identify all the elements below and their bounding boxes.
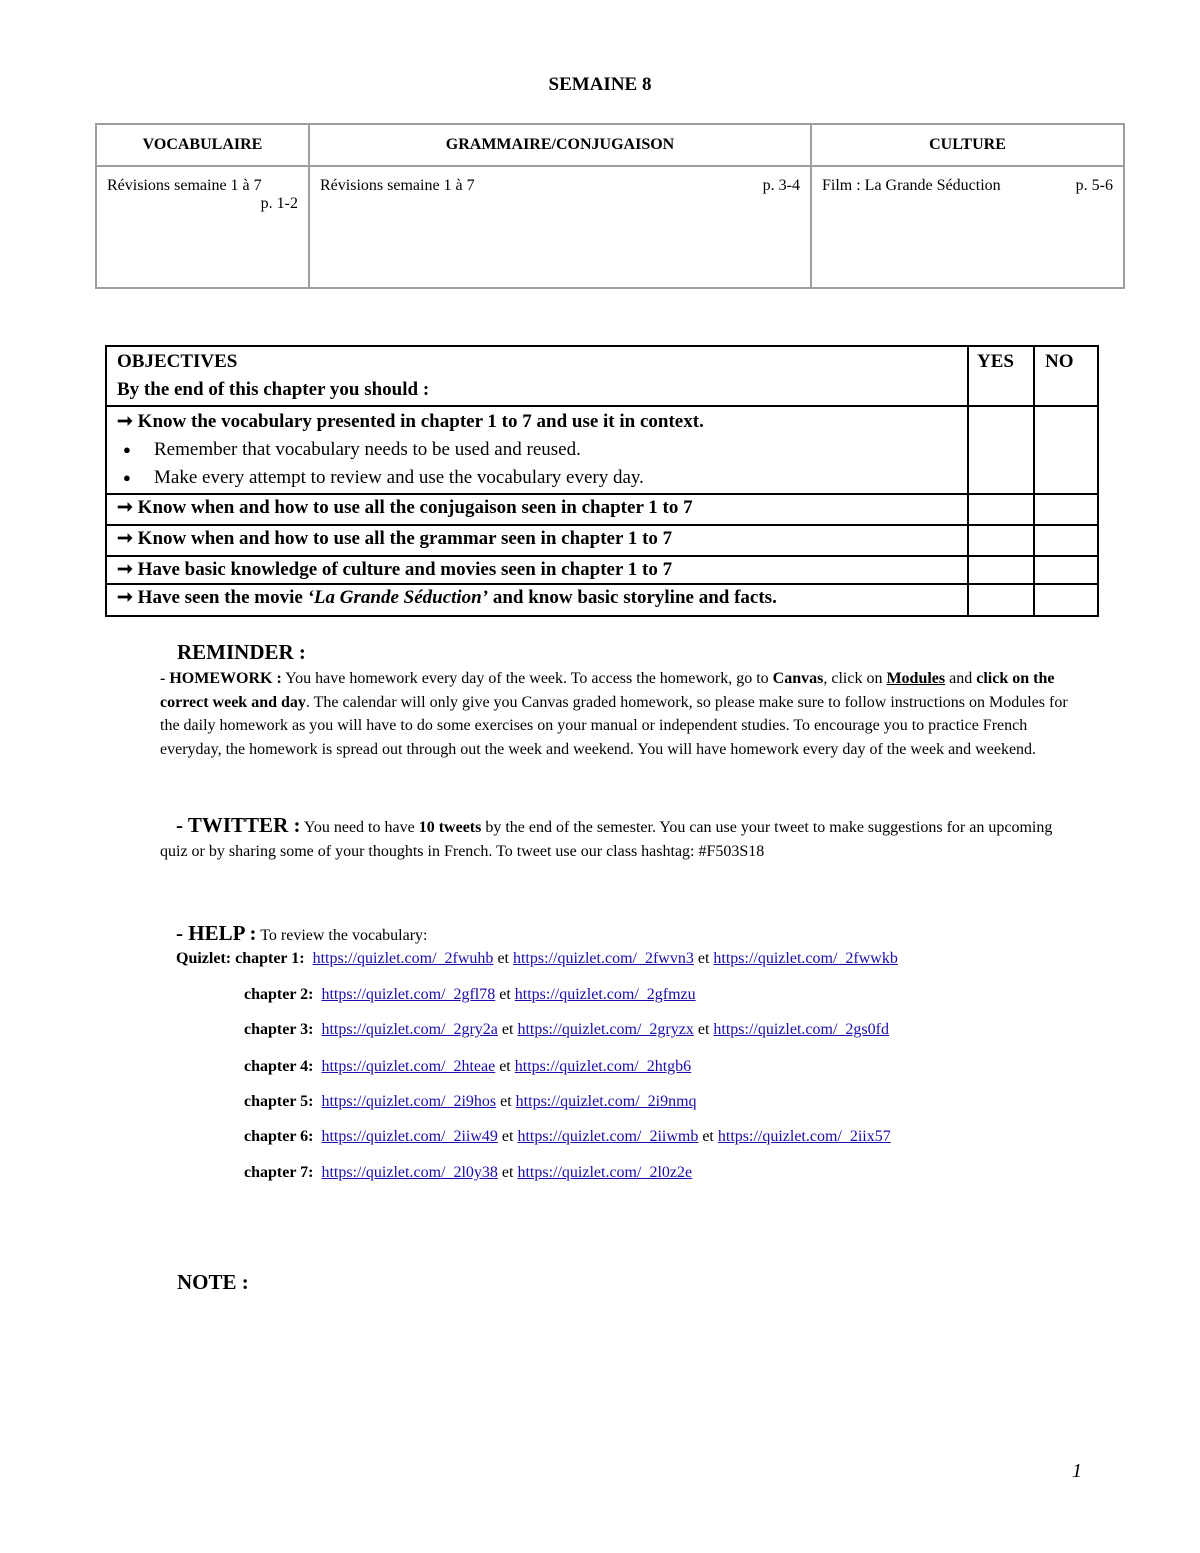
objective-text: Know the vocabulary presented in chapter 1 to 7 and use it in context. <box>137 411 704 432</box>
homework-text: and <box>945 670 977 687</box>
modules-word: Modules <box>886 670 946 687</box>
arrow-icon: ➞ <box>117 497 133 518</box>
no-checkbox[interactable] <box>1034 525 1098 556</box>
quizlet-link[interactable]: https://quizlet.com/_2iiwmb <box>517 1128 699 1145</box>
canvas-word: Canvas <box>772 670 824 687</box>
homework-paragraph <box>160 667 1080 761</box>
grammar-header: GRAMMAIRE/CONJUGAISON <box>309 124 811 166</box>
quizlet-chapter-6 <box>244 1128 891 1146</box>
twitter-text: You need to have <box>300 819 419 836</box>
quizlet-link[interactable]: https://quizlet.com/_2gry2a <box>321 1021 498 1038</box>
chapter-label: chapter 2: <box>244 986 314 1003</box>
objectives-header <box>106 346 968 406</box>
note-label: NOTE : <box>177 1270 249 1294</box>
twitter-label: - TWITTER : <box>176 813 301 837</box>
no-checkbox[interactable] <box>1034 584 1098 616</box>
reminder-heading: REMINDER : <box>177 640 306 664</box>
quizlet-link[interactable]: https://quizlet.com/_2gfl78 <box>321 986 496 1003</box>
objective-text: Have basic knowledge of culture and movies seen in chapter 1 to 7 <box>137 559 673 580</box>
objective-row <box>106 494 968 525</box>
quizlet-link[interactable]: https://quizlet.com/_2hteae <box>321 1058 496 1075</box>
arrow-icon: ➞ <box>117 587 133 608</box>
objective-row <box>106 584 968 616</box>
objective-bullets <box>117 436 957 492</box>
quizlet-chapter-2 <box>244 986 696 1004</box>
objective-row <box>106 556 968 584</box>
chapter-label: chapter 6: <box>244 1128 314 1145</box>
link-separator: et <box>501 1128 514 1145</box>
arrow-icon: ➞ <box>117 411 133 432</box>
quizlet-link[interactable]: https://quizlet.com/_2i9nmq <box>515 1093 697 1110</box>
yes-checkbox[interactable] <box>968 556 1034 584</box>
quizlet-link[interactable]: https://quizlet.com/_2gryzx <box>517 1021 694 1038</box>
quizlet-chapter-5 <box>244 1093 697 1111</box>
quizlet-link[interactable]: https://quizlet.com/_2iix57 <box>717 1128 891 1145</box>
quizlet-link[interactable]: https://quizlet.com/_2fwuhb <box>312 950 494 967</box>
chapter-label: chapter 1: <box>235 950 305 967</box>
link-separator: et <box>501 1021 514 1038</box>
quizlet-link[interactable]: https://quizlet.com/_2gfmzu <box>514 986 696 1003</box>
chapter-label: chapter 3: <box>244 1021 314 1038</box>
quizlet-link[interactable]: https://quizlet.com/_2l0y38 <box>321 1164 498 1181</box>
chapter-label: chapter 5: <box>244 1093 314 1110</box>
no-checkbox[interactable] <box>1034 406 1098 494</box>
quizlet-link[interactable]: https://quizlet.com/_2l0z2e <box>517 1164 693 1181</box>
objective-text: Have seen the movie <box>137 587 308 608</box>
arrow-icon: ➞ <box>117 528 133 549</box>
yes-header: YES <box>968 346 1034 406</box>
objective-text: Know when and how to use all the grammar seen in chapter 1 to 7 <box>137 528 673 549</box>
culture-page: p. 5-6 <box>1075 177 1113 194</box>
chapter-label: chapter 4: <box>244 1058 314 1075</box>
vocab-text: Révisions semaine 1 à 7 <box>107 177 262 194</box>
grammar-page: p. 3-4 <box>762 177 800 194</box>
homework-label: - HOMEWORK : <box>160 670 282 687</box>
quizlet-chapter-7 <box>244 1164 692 1182</box>
homework-text: You have homework every day of the week. To access the homework, go to <box>281 670 773 687</box>
objective-row <box>106 406 968 494</box>
link-separator: et <box>499 986 511 1003</box>
link-separator: et <box>702 1128 714 1145</box>
page-title: SEMAINE 8 <box>548 74 652 95</box>
weekly-topics-table <box>95 123 1125 289</box>
help-text: To review the vocabulary: <box>256 927 428 944</box>
grammar-text: Révisions semaine 1 à 7 <box>320 177 475 194</box>
vocab-header: VOCABULAIRE <box>96 124 309 166</box>
bullet-item: ● Make every attempt to review and use the vocabulary every day. <box>117 464 957 492</box>
quizlet-link[interactable]: https://quizlet.com/_2fwwkb <box>713 950 898 967</box>
yes-checkbox[interactable] <box>968 584 1034 616</box>
objectives-subtitle: By the end of this chapter you should : <box>117 379 430 400</box>
objectives-title: OBJECTIVES <box>117 351 238 372</box>
help-label: - HELP : <box>176 921 257 945</box>
quizlet-chapter-3 <box>244 1021 889 1039</box>
culture-cell <box>811 166 1124 288</box>
yes-checkbox[interactable] <box>968 406 1034 494</box>
objective-text-end: and know basic storyline and facts. <box>488 587 777 608</box>
objective-row <box>106 525 968 556</box>
objectives-table <box>105 345 1099 617</box>
quizlet-link[interactable]: https://quizlet.com/_2fwvn3 <box>512 950 694 967</box>
bullet-item: ● Remember that vocabulary needs to be used and reused. <box>117 436 957 464</box>
homework-text: . The calendar will only give you Canvas graded homework, so please make sure to follow instructions on Modules for the daily homework as you will have to do some exercises on your manual or independent studies. To encourage you to practice French everyday, the homework is spread out through out the week and weekend. You will have homework every day of the week and weekend. <box>160 693 1068 758</box>
chapter-label: chapter 7: <box>244 1164 314 1181</box>
objective-text: Know when and how to use all the conjugaison seen in chapter 1 to 7 <box>137 497 693 518</box>
vocab-page: p. 1-2 <box>260 195 298 212</box>
homework-text: , click on <box>823 670 887 687</box>
grammar-cell <box>309 166 811 288</box>
link-separator: et <box>497 950 509 967</box>
culture-header: CULTURE <box>811 124 1124 166</box>
movie-title: ‘La Grande Séduction’ <box>307 587 489 608</box>
quizlet-link[interactable]: https://quizlet.com/_2htgb6 <box>514 1058 692 1075</box>
yes-checkbox[interactable] <box>968 525 1034 556</box>
quizlet-label: Quizlet: <box>176 950 232 967</box>
click-week-phrase: click on the correct week and day <box>160 670 1055 711</box>
link-separator: et <box>501 1164 514 1181</box>
quizlet-link[interactable]: https://quizlet.com/_2i9hos <box>321 1093 497 1110</box>
culture-text: Film : La Grande Séduction <box>822 177 1001 194</box>
link-separator: et <box>499 1058 511 1075</box>
vocab-cell <box>96 166 309 288</box>
link-separator: et <box>697 1021 710 1038</box>
link-separator: et <box>500 1093 512 1110</box>
twitter-text: by the end of the semester. You can use your tweet to make suggestions for an upcoming quiz or by sharing some of your thoughts in French. To tweet use our class hashtag: #F503S18 <box>160 819 1053 860</box>
arrow-icon: ➞ <box>117 559 133 580</box>
no-checkbox[interactable] <box>1034 494 1098 525</box>
no-checkbox[interactable] <box>1034 556 1098 584</box>
link-separator: et <box>697 950 710 967</box>
tweet-count: 10 tweets <box>418 819 482 836</box>
twitter-paragraph <box>160 814 1080 863</box>
quizlet-chapter-1 <box>176 950 898 968</box>
no-header: NO <box>1034 346 1098 406</box>
page-number: 1 <box>1072 1460 1082 1482</box>
help-line <box>176 921 427 946</box>
quizlet-chapter-4 <box>244 1058 691 1076</box>
yes-checkbox[interactable] <box>968 494 1034 525</box>
quizlet-link[interactable]: https://quizlet.com/_2iiw49 <box>321 1128 498 1145</box>
quizlet-link[interactable]: https://quizlet.com/_2gs0fd <box>713 1021 889 1038</box>
